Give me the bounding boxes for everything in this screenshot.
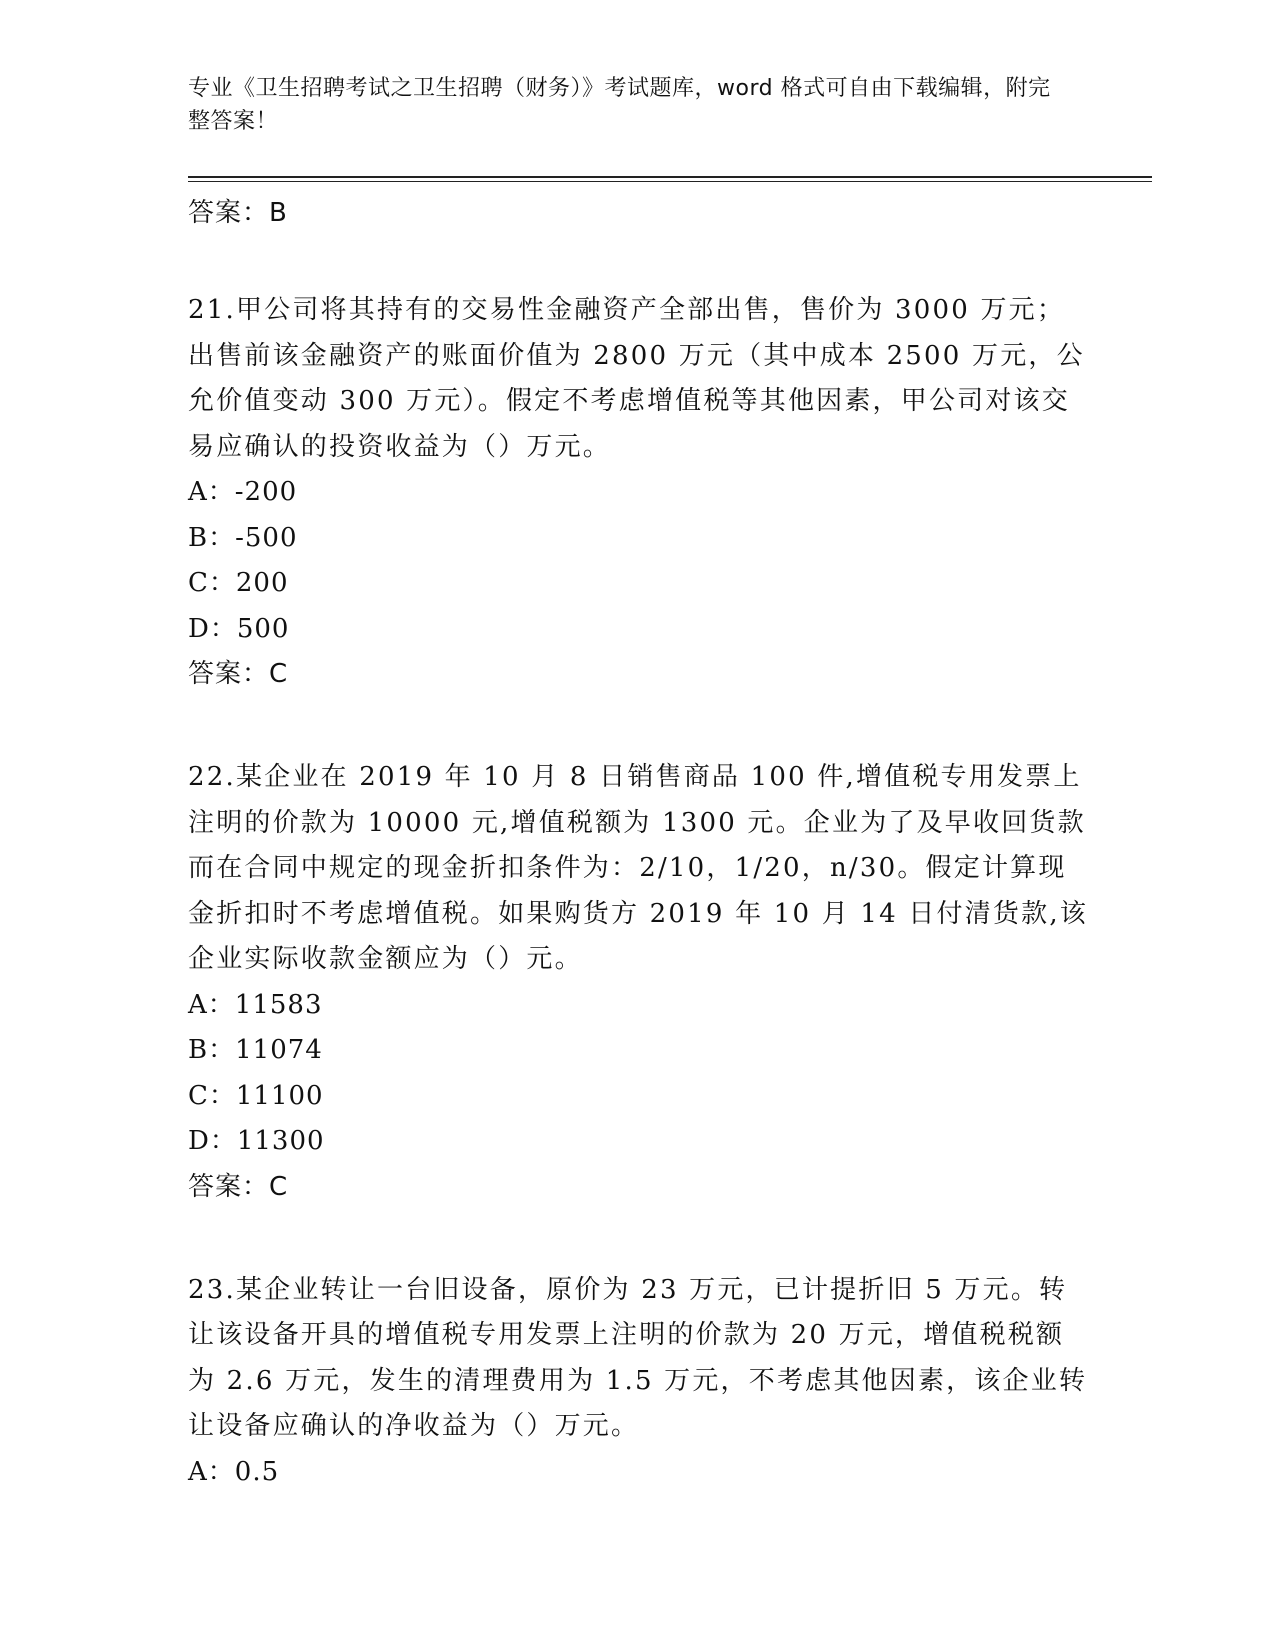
header-rule-thin [188,181,1152,182]
option-c: C：11100 [188,1080,324,1111]
question-23 [188,1268,1088,1496]
document-header: 专业《卫生招聘考试之卫生招聘（财务）》考试题库，word 格式可自由下载编辑，附完整答案！ [188,76,1051,134]
option-a: A：-200 [188,477,298,507]
question-answer: 答案：C [188,659,289,689]
previous-answer: 答案：B [188,198,288,228]
question-text: 23.某企业转让一台旧设备，原价为 23 万元，已计提折旧 5 万元。转让该设备开具的增值税专用发票上注明的价款为 20 万元，增值税税额为 2.6 万元，发生的清理费用为 1.5 万元，不考虑其他因素，该企业转让设备应确认的净收益为（）万元。 [188,1274,1088,1441]
option-b: B：-500 [188,522,298,553]
option-d: D：500 [188,613,290,644]
option-a: A：11583 [188,989,323,1020]
question-answer: 答案：C [188,1171,289,1202]
question-22 [188,755,1088,1210]
option-d: D：11300 [188,1126,325,1156]
question-list [188,190,1088,1495]
question-21 [188,288,1088,697]
option-b: B：11074 [188,1035,323,1065]
question-text: 21.甲公司将其持有的交易性金融资产全部出售，售价为 3000 万元；出售前该金融资产的账面价值为 2800 万元（其中成本 2500 万元，公允价值变动 300 万元）。假定不考虑增值税等其他因素，甲公司对该交易应确认的投资收益为（）万元。 [188,295,1085,462]
header-rule-thick [188,176,1152,178]
option-a: A：0.5 [188,1456,280,1487]
option-c: C：200 [188,568,289,598]
question-text: 22.某企业在 2019 年 10 月 8 日销售商品 100 件,增值税专用发票上注明的价款为 10000 元,增值税额为 1300 元。企业为了及早收回货款而在合同中规定的现金折扣条件为：2/10，1/20，n/30。假定计算现金折扣时不考虑增值税。如果购货方 2019 年 10 月 14 日付清货款,该企业实际收款金额应为（）元。 [188,762,1088,974]
